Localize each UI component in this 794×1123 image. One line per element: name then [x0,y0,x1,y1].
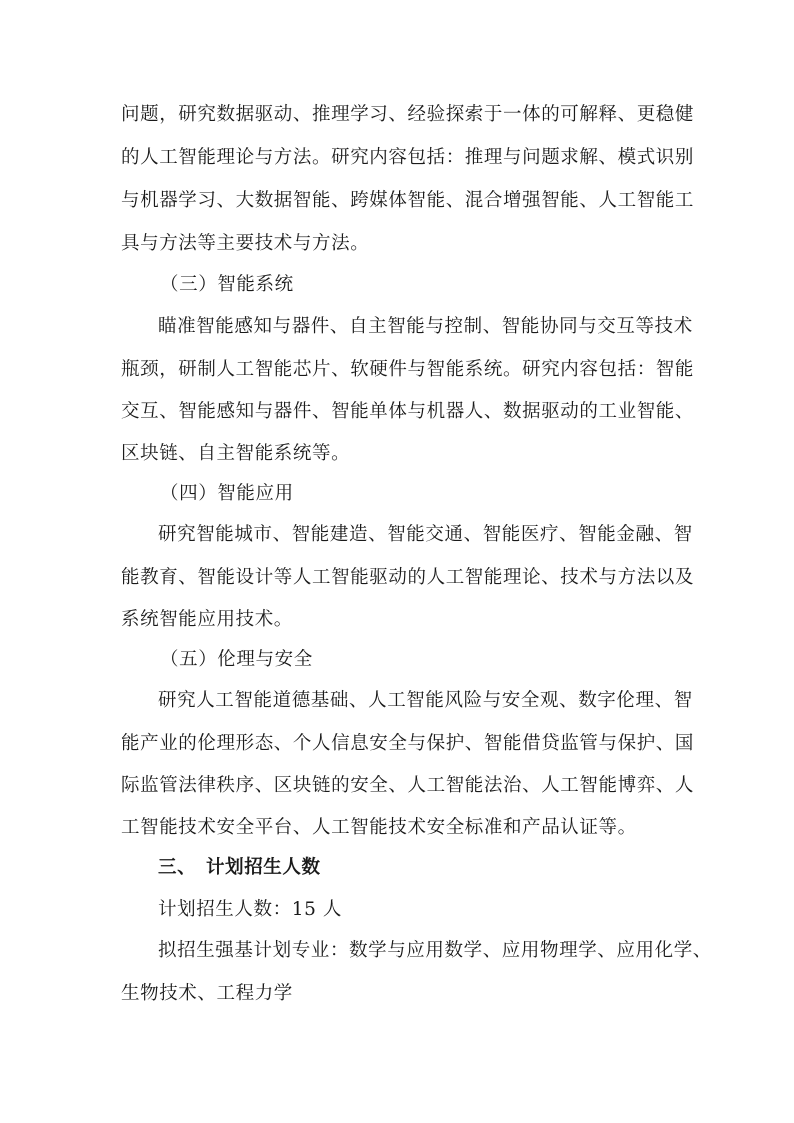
paragraph-line: 能产业的伦理形态、个人信息安全与保护、智能借贷监管与保护、国 [121,733,695,754]
paragraph-line: 交互、智能感知与器件、智能单体与机器人、数据驱动的工业智能、 [121,401,695,422]
chapter-title: 计划招生人数 [206,857,321,878]
paragraph-line: 系统智能应用技术。 [121,609,293,630]
section-heading-intelligent-applications: （四）智能应用 [160,483,294,504]
paragraph-line: 与机器学习、大数据智能、跨媒体智能、混合增强智能、人工智能工 [121,190,695,211]
paragraph-line: 研究人工智能道德基础、人工智能风险与安全观、数字伦理、智 [158,690,693,711]
paragraph-line: 问题，研究数据驱动、推理学习、经验探索于一体的可解释、更稳健 [121,104,695,125]
paragraph-line: 的人工智能理论与方法。研究内容包括：推理与问题求解、模式识别 [121,147,695,168]
paragraph-line: 具与方法等主要技术与方法。 [121,233,370,254]
chapter-number: 三、 [158,857,197,878]
paragraph-line: 拟招生强基计划专业：数学与应用数学、应用物理学、应用化学、 [158,940,712,961]
paragraph-line: 工智能技术安全平台、人工智能技术安全标准和产品认证等。 [121,817,637,838]
section-heading-intelligent-systems: （三）智能系统 [160,274,294,295]
paragraph-line: 研究智能城市、智能建造、智能交通、智能医疗、智能金融、智 [158,524,693,545]
section-heading-ethics-security: （五）伦理与安全 [160,649,313,670]
paragraph-line: 瓶颈，研制人工智能芯片、软硬件与智能系统。研究内容包括：智能 [121,359,695,380]
enrollment-count: 计划招生人数：15 人 [158,899,343,920]
paragraph-line: 区块链、自主智能系统等。 [121,443,351,464]
paragraph-line: 际监管法律秩序、区块链的安全、人工智能法治、人工智能博弈、人 [121,775,695,796]
paragraph-line: 能教育、智能设计等人工智能驱动的人工智能理论、技术与方法以及 [121,567,695,588]
chapter-heading [158,856,711,880]
paragraph-line: 生物技术、工程力学 [121,983,293,1004]
paragraph-line: 瞄准智能感知与器件、自主智能与控制、智能协同与交互等技术 [158,316,693,337]
